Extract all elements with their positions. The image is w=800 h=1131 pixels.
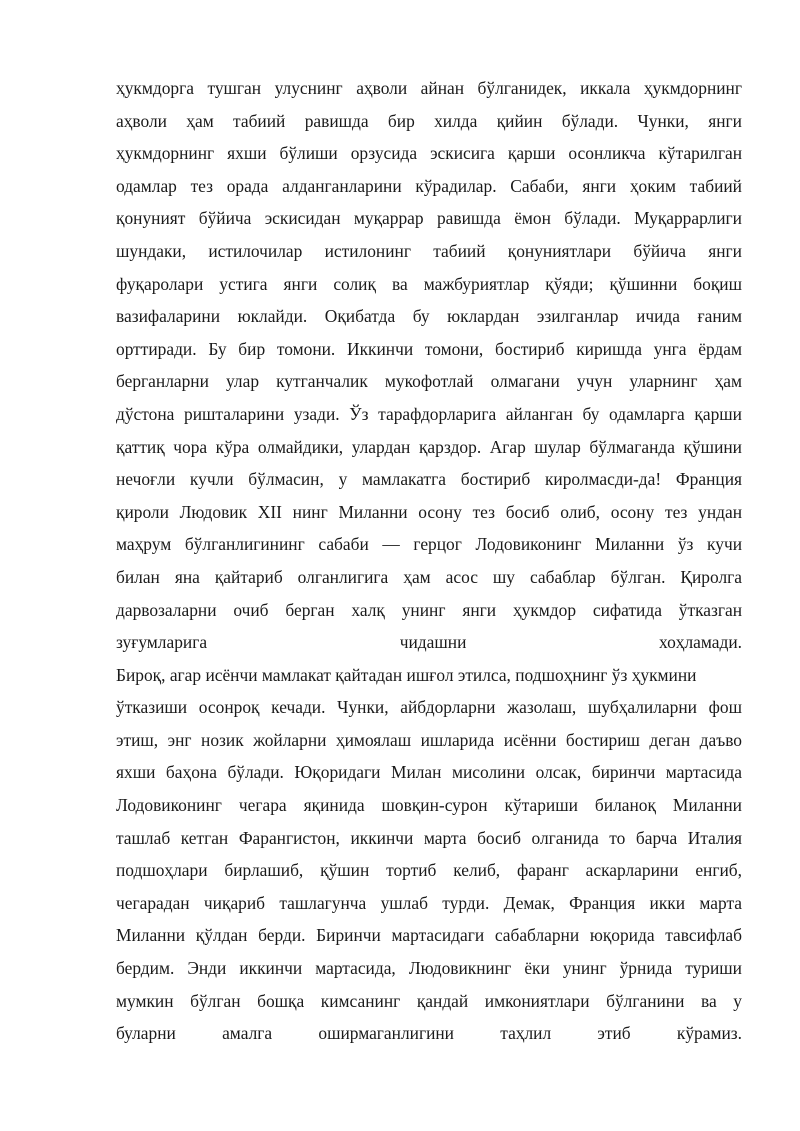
text-line: ўтказиши осонроқ кечади. Чунки, айбдорларни жазолаш, шубҳалиларни фош	[116, 697, 742, 718]
text-line: маҳрум бўлганлигининг сабаби — герцог Лодовиконинг Миланни ўз кучи	[116, 534, 742, 555]
text-line: ташлаб кетган Фарангистон, иккинчи марта босиб олганида то барча Италия	[116, 827, 742, 848]
text-line: Бироқ, агар исёнчи мамлакат қайтадан ишғол этилса, подшоҳнинг ўз ҳукмини	[116, 664, 697, 685]
text-line: ҳукмдорнинг яхши бўлиши орзусида эскисига қарши осонликча кўтарилган	[116, 143, 742, 164]
text-line: қироли Людовик XII нинг Миланни осону тез босиб олиб, осону тез ундан	[116, 501, 742, 522]
text-line: чегарадан чиқариб ташлагунча ушлаб турди. Демак, Франция икки марта	[116, 892, 742, 913]
text-line: аҳволи ҳам табиий равишда бир хилда қийин бўлади. Чунки, янги	[116, 110, 742, 131]
text-line: билан яна қайтариб олганлигига ҳам асос шу сабаблар бўлган. Қиролга	[116, 566, 742, 587]
text-line: мумкин бўлган бошқа кимсанинг қандай имкониятлари бўлганини ва у	[116, 990, 742, 1011]
text-line: фуқаролари устига янги солиқ ва мажбуриятлар қўяди; қўшинни боқиш	[116, 273, 742, 294]
text-line: яхши баҳона бўлади. Юқоридаги Милан мисолини олсак, биринчи мартасида	[116, 762, 742, 783]
text-line: орттиради. Бу бир томони. Иккинчи томони, бостириб киришда унга ёрдам	[116, 338, 742, 359]
text-line: бердим. Энди иккинчи мартасида, Людовикнинг ёки унинг ўрнида туриши	[116, 958, 742, 979]
text-line: буларни амалга оширмаганлигини таҳлил этиб кўрамиз.	[116, 1023, 742, 1044]
text-line: вазифаларини юклайди. Оқибатда бу юклардан эзилганлар ичида ғаним	[116, 306, 742, 327]
text-line: одамлар тез орада алданганларини кўрадилар. Сабаби, янги ҳоким табиий	[116, 175, 742, 196]
text-line: Миланни қўлдан берди. Биринчи мартасидаги сабабларни юқорида тавсифлаб	[116, 925, 742, 946]
text-line: қонуният бўйича эскисидан муқаррар равишда ёмон бўлади. Муқаррарлиги	[116, 208, 742, 229]
text-line: подшоҳлари бирлашиб, қўшин тортиб келиб, фаранг аскарларини енгиб,	[116, 860, 742, 881]
document-page	[116, 72, 742, 1050]
text-line: нечоғли кучли бўлмасин, у мамлакатга бостириб киролмасди-да! Франция	[116, 469, 742, 490]
text-line: қаттиқ чора кўра олмайдики, улардан қарздор. Агар шулар бўлмаганда қўшини	[116, 436, 742, 457]
text-line: ҳукмдорга тушган улуснинг аҳволи айнан бўлганидек, иккала ҳукмдорнинг	[116, 78, 742, 98]
text-line: дарвозаларни очиб берган халқ унинг янги ҳукмдор сифатида ўтказган	[116, 599, 742, 620]
text-line: этиш, энг нозик жойларни ҳимоялаш ишларида исённи бостириш деган даъво	[116, 729, 742, 750]
text-line: зуғумларига чидашни хоҳламади.	[116, 632, 742, 653]
text-line: Лодовиконинг чегара яқинида шовқин-сурон кўтариши биланоқ Миланни	[116, 795, 742, 816]
text-line: берганларни улар кутганчалик мукофотлай олмагани учун уларнинг ҳам	[116, 371, 742, 392]
text-line: дўстона ришталарини узади. Ўз тарафдорларига айланган бу одамларга қарши	[116, 403, 742, 424]
text-line: шундаки, истилочилар истилонинг табиий қонуниятлари бўйича янги	[116, 240, 742, 261]
